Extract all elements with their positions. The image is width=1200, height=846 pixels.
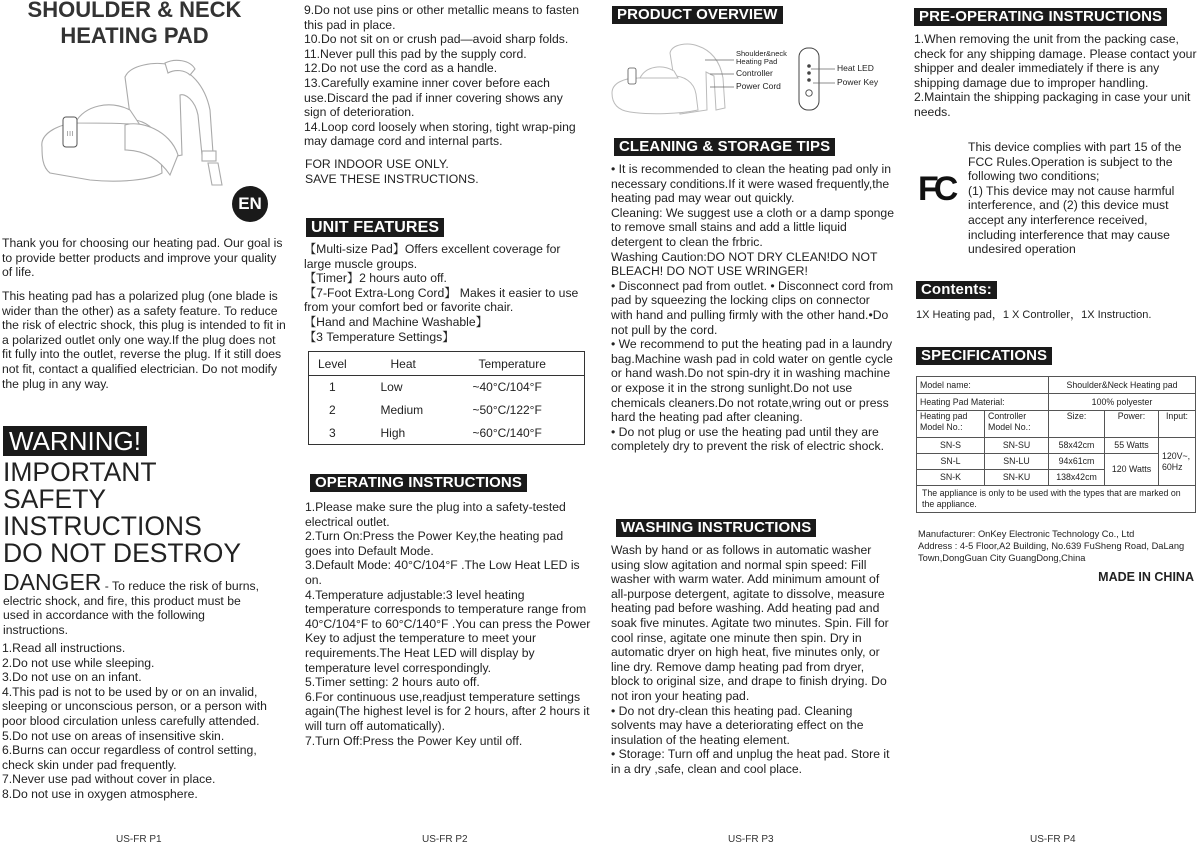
list-item: 14.Loop cord loosely when storing, tight wrap-ping may damage cord and internal parts. [304,119,576,149]
list-item: 1.Read all instructions. [2,641,126,655]
feature-item: 【Timer】2 hours auto off. [304,271,447,286]
svg-text:| | |: | | | [66,131,74,137]
page-4 [912,0,1200,846]
feature-item: 【3 Temperature Settings】 [304,329,455,344]
fcc-statement: This device complies with part 15 of the FCC Rules.Operation is subject to the following two conditions; (1) This device may not cause harmful interference, and (2) this device must accept any interference received, including interference that may cause undesired operation [968,140,1182,257]
feature-item: 【Multi-size Pad】Offers excellent coverage for large muscle groups. [304,242,561,271]
cell-size: 58x42cm [1049,438,1105,454]
cell-pad-model: SN-S [917,438,985,454]
table-row [917,454,1196,470]
cell-level: 2 [329,403,336,417]
list-item: 5.Do not use on areas of insensitive skin. [2,728,225,743]
manufacturer-line: Manufacturer: OnKey Electronic Technology Co., Ltd [918,529,1135,539]
pre-operating-paragraph: 2.Maintain the shipping packaging in case your unit needs. [914,90,1191,119]
cleaning-paragraph: • Disconnect pad from outlet. • Disconnect cord from pad by squeezing the locking clips on connector with hand and pulling firmly with the other hand.•Do not pull by the cord. [611,278,894,337]
specifications-table [916,376,1196,513]
th-level: Level [309,352,369,376]
operating-list [305,500,592,748]
important-line-2: SAFETY [3,484,107,514]
label-heat-led: Heat LED [837,63,874,73]
page-2 [304,0,594,846]
product-title [12,0,257,49]
cleaning-text [611,162,894,454]
specifications-heading: SPECIFICATIONS [916,347,1052,365]
safety-list-2 [304,3,587,149]
made-in-china: MADE IN CHINA [1098,570,1194,584]
cell-pad-model: SN-K [917,470,985,486]
table-row [309,422,585,445]
cell-ctrl-model: SN-KU [985,470,1049,486]
manufacturer-info [918,528,1200,564]
safety-list-1 [2,641,287,802]
product-diagram [610,36,900,126]
list-item: 11.Never pull this pad by the supply cord. [304,46,527,61]
cell-heat: Medium [380,403,424,417]
features-list [304,242,587,344]
page-footer-3: US-FR P3 [728,834,774,845]
product-overview-heading: PRODUCT OVERVIEW [612,6,783,24]
warning-banner [3,426,147,456]
list-item: 10.Do not sit on or crush pad—avoid sharp folds. [304,32,569,47]
cell-size: 138x42cm [1049,470,1105,486]
list-item: 7.Never use pad without cover in place. [2,772,216,787]
label-shoulder-line-2: Heating Pad [736,57,778,66]
feature-item: 【Hand and Machine Washable】 [304,314,488,329]
danger-text: - To reduce the risk of burns, electric shock, and fire, this product must be used in accordance with the following instructions. [3,579,260,637]
cell-power-55: 55 Watts [1105,438,1159,454]
cell-size: 94x61cm [1049,454,1105,470]
intro-paragraph-1: Thank you for choosing our heating pad. Our goal is to provide better products and improve your quality of life. [2,236,283,280]
heating-pad-illustration [30,55,235,190]
th-heat: Heat [369,352,459,376]
washing-text [611,543,894,777]
pre-operating-text [914,32,1199,120]
page-3 [610,0,900,846]
cell-temperature: ~50°C/122°F [472,403,542,417]
spec-h-pad-model: Heating pad Model No.: [917,411,985,438]
list-item: 3.Do not use on an infant. [2,670,142,685]
cell-ctrl-model: SN-SU [985,438,1049,454]
cell-pad-model: SN-L [917,454,985,470]
spec-h-size: Size: [1049,411,1105,438]
washing-paragraph: • Do not dry-clean this heating pad. Cleaning solvents may have a deteriorating effect on the insulation of the heating element. [611,703,864,747]
cleaning-paragraph: Washing Caution:DO NOT DRY CLEAN!DO NOT BLEACH! DO NOT USE WRINGER! [611,249,878,279]
spec-h-ctrl-model: Controller Model No.: [985,411,1049,438]
list-item: 3.Default Mode: 40°C/104°F .The Low Heat LED is on. [305,558,580,587]
label-shoulder-pad [736,50,787,66]
en-badge-label: EN [238,194,262,213]
label-controller: Controller [736,68,773,78]
contents-text: 1X Heating pad，1 X Controller，1X Instruction. [916,309,1152,321]
title-line-2: HEATING PAD [60,23,209,48]
danger-paragraph [3,569,268,637]
washing-paragraph: • Storage: Turn off and unplug the heat pad. Store it in a dry ,safe, clean and cool place. [611,747,890,776]
list-item: 6.For continuous use,readjust temperature settings again(The highest level is for 2 hours, after 2 hours it will turn off automatically). [305,689,590,733]
important-line-3: INSTRUCTIONS [3,511,202,541]
indoor-line-1: FOR INDOOR USE ONLY. [305,157,449,171]
indoor-notice [305,157,588,186]
title-line-1: SHOULDER & NECK [27,0,242,22]
cell-temperature: ~60°C/140°F [472,425,542,440]
list-item: 8.Do not use in oxygen atmosphere. [2,786,198,801]
cleaning-paragraph: • We recommend to put the heating pad in a laundry bag.Machine wash pad in cold water on gentle cycle or hand wash.Do not spin-dry it in washing machine or expose it in the strong sunlight.Do not use chemicals cleaners.Do not rotate,wring out or press hard the heating pad after cleaning. [611,337,893,425]
fcc-logo [918,170,958,208]
temperature-table [308,351,585,445]
contents-heading: Contents: [916,281,997,299]
indoor-line-2: SAVE THESE INSTRUCTIONS. [305,171,479,186]
page-footer-4: US-FR P4 [1030,834,1076,845]
spec-note: The appliance is only to be used with the types that are marked on the appliance. [917,486,1196,513]
cleaning-heading: CLEANING & STORAGE TIPS [614,138,835,156]
cell-heat: Low [380,380,403,395]
spec-h-input: Input: [1159,411,1196,438]
feature-item: 【7-Foot Extra-Long Cord】 Makes it easier to use from your comfort bed or favorite chair. [304,285,579,315]
operating-heading: OPERATING INSTRUCTIONS [310,474,527,492]
spec-h-power: Power: [1105,411,1159,438]
label-power-key: Power Key [837,77,879,87]
pre-operating-heading: PRE-OPERATING INSTRUCTIONS [914,8,1167,26]
label-shoulder-line-1: Shoulder&neck [736,49,787,58]
intro-paragraph-2: This heating pad has a polarized plug (one blade is wider than the other) as a safety feature. To reduce the risk of electric shock, this plug is intended to fit in a polarized outlet only one way.If the plug does not fit fully into the outlet, reverse the plug. If it still does not fit, contact a qualified electrician. Do not modify the plug in any way. [2,289,286,391]
page-footer-2: US-FR P2 [422,834,468,845]
list-item: 2.Turn On:Press the Power Key,the heating pad goes into Default Mode. [305,529,564,558]
list-item: 4.Temperature adjustable:3 level heating temperature corresponds to temperature range from 40°C/104°F to 60°C/140°F .You can press the Power Key to adjust the temperature to meet your requirements.The Heat LED will display by temperature level correspondingly. [305,587,591,675]
pre-operating-paragraph: 1.When removing the unit from the packing case, check for any shipping damage. Please contact your shipper and dealer immediately if there is any shipping damage due to improper handling. [914,32,1197,90]
danger-word: DANGER [3,569,102,595]
list-item: 5.Timer setting: 2 hours auto off. [305,675,480,690]
list-item: 13.Carefully examine inner cover before each use.Discard the pad if inner covering shows any sign of deterioration. [304,75,563,120]
address-line: Address : 4-5 Floor,A2 Building, No.639 FuSheng Road, DaLang Town,DongGuan City GuangDong,China [918,541,1185,563]
list-item: 9.Do not use pins or other metallic means to fasten this pad in place. [304,3,580,32]
page-1 [0,0,290,846]
cell-temperature: ~40°C/104°F [472,380,542,395]
table-row [309,376,585,399]
spec-material-value: 100% polyester [1049,394,1196,411]
spec-model-label: Model name: [917,377,1049,394]
cell-power-120: 120 Watts [1105,454,1159,486]
important-heading [3,459,241,567]
cell-input: 120V~, 60Hz [1159,438,1196,486]
fcc-logo-text: FC [918,170,954,208]
table-row [917,438,1196,454]
cell-ctrl-model: SN-LU [985,454,1049,470]
th-temperature: Temperature [459,352,585,376]
spec-model-value: Shoulder&Neck Heating pad [1049,377,1196,394]
important-line-1: IMPORTANT [3,457,157,487]
list-item: 1.Please make sure the plug into a safety-tested electrical outlet. [305,500,566,529]
list-item: 4.This pad is not to be used by or on an invalid, sleeping or unconscious person, or a person with poor blood circulation unless carefully attended. [2,684,267,728]
cell-level: 1 [329,380,336,395]
spec-material-label: Heating Pad Material: [917,394,1049,411]
cell-level: 3 [329,425,336,440]
en-badge [232,186,268,222]
list-item: 6.Burns can occur regardless of control setting, check skin under pad frequently. [2,743,257,772]
list-item: 12.Do not use the cord as a handle. [304,61,498,76]
warning-label: WARNING! [9,426,141,456]
label-power-cord: Power Cord [736,81,781,91]
list-item: 7.Turn Off:Press the Power Key until off. [305,733,523,748]
cleaning-paragraph: • It is recommended to clean the heating pad only in necessary conditions.If it were wased frequently,the heating pad may wear out quickly. [611,162,892,206]
page-footer-1: US-FR P1 [116,834,162,845]
cleaning-paragraph: • Do not plug or use the heating pad until they are completely dry to prevent the risk of electric shock. [611,424,884,454]
cell-heat: High [380,425,406,440]
important-line-4: DO NOT DESTROY [3,538,242,568]
table-row [309,399,585,422]
unit-features-heading: UNIT FEATURES [306,218,444,237]
list-item: 2.Do not use while sleeping. [2,655,155,670]
washing-paragraph: Wash by hand or as follows in automatic washer using slow agitation and normal spin speed: Fill washer with warm water. Add minimum amount of all-purpose detergent, agitate to dissolve, measure heating pad before washing. Add heating pad and soak five minutes. Agitate two minutes. Spin. Fill for cool rinse, agitate one minute then spin. Dry in automatic dryer on high heat, five minutes only, or line dry. Remove damp heating pad from dryer, block to original size, and drape to finish drying. Do not iron your heating pad. [611,543,889,703]
washing-heading: WASHING INSTRUCTIONS [616,519,816,537]
cleaning-paragraph: Cleaning: We suggest use a cloth or a damp sponge to remove small stains and add a little liquid detergent to clean the frbric. [611,205,894,249]
